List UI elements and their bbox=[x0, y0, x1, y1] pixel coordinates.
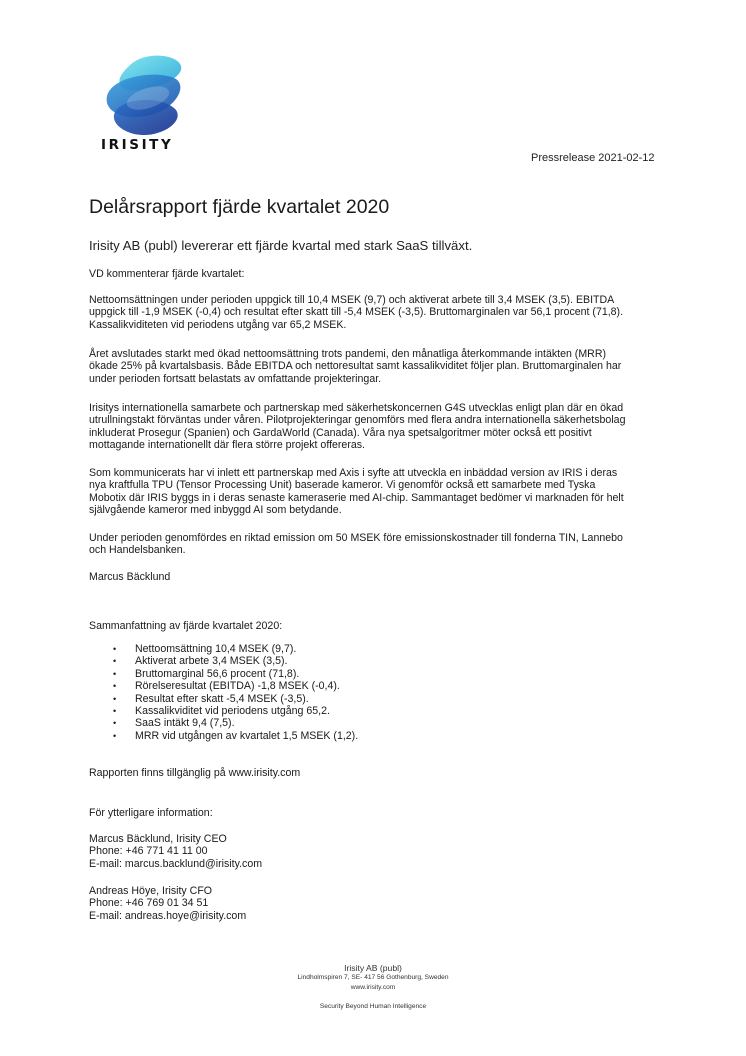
press-release-date: Pressrelease 2021-02-12 bbox=[531, 152, 655, 164]
more-info-heading: För ytterligare information: bbox=[89, 807, 213, 819]
page-subtitle: Irisity AB (publ) levererar ett fjärde kvartal med stark SaaS tillväxt. bbox=[89, 238, 473, 253]
contact-phone: Phone: +46 771 41 11 00 bbox=[89, 845, 208, 858]
contact-phone: Phone: +46 769 01 34 51 bbox=[89, 897, 209, 910]
footer-website: www.irisity.com bbox=[350, 984, 396, 991]
summary-list bbox=[113, 643, 358, 742]
contact-name: Marcus Bäcklund, Irisity CEO bbox=[89, 833, 227, 845]
paragraph-2: Året avslutades starkt med ökad nettoomsättning trots pandemi, den månatliga återkommande intäkten (MRR) ökade 25% på kvartalsbasis. Både EBITDA och nettoresultat samt kassalikviditet följer plan. Bruttomarginalen har under perioden fortsatt belastats av omfattande projekteringar. bbox=[89, 348, 622, 385]
paragraph-4: Som kommunicerats har vi inlett ett partnerskap med Axis i syfte att utveckla en inbäddad version av IRIS i deras nya kraftfulla TPU (Tensor Processing Unit) baserade kameror. Vi genomför också ett samarbete med Tyska Mobotix där IRIS byggs in i deras senaste kameraserie med AI-chip. Sammantaget bedömer vi marknaden för helt självgående kameror med inbyggd AI som betydande. bbox=[89, 467, 624, 517]
paragraph-1: Nettoomsättningen under perioden uppgick till 10,4 MSEK (9,7) och aktiverat arbete till 3,4 MSEK (3,5). EBITDA uppgick till -1,9 MSEK (-0,4) och resultat efter skatt till -5,4 MSEK (-3,5). Bruttomarginalen var 56,1 procent (71,8). Kassalikviditeten vid periodens utgång var 65,2 MSEK. bbox=[89, 294, 624, 331]
list-item: • Aktiverat arbete 3,4 MSEK (3,5). bbox=[113, 655, 358, 667]
footer-address: Lindholmspiren 7, SE- 417 56 Gothenburg, Sweden bbox=[297, 974, 449, 981]
list-item: • MRR vid utgången av kvartalet 1,5 MSEK (1,2). bbox=[113, 730, 358, 742]
intro-text: VD kommenterar fjärde kvartalet: bbox=[89, 268, 245, 280]
list-item: • Kassalikviditet vid periodens utgång 65,2. bbox=[113, 705, 358, 717]
paragraph-5: Under perioden genomfördes en riktad emission om 50 MSEK före emissionskostnader till fonderna TIN, Lannebo och Handelsbanken. bbox=[89, 532, 623, 557]
list-item: • Nettoomsättning 10,4 MSEK (9,7). bbox=[113, 643, 358, 655]
page-title: Delårsrapport fjärde kvartalet 2020 bbox=[89, 196, 390, 218]
report-link-text: Rapporten finns tillgänglig på www.irisity.com bbox=[89, 767, 301, 779]
paragraph-3: Irisitys internationella samarbete och partnerskap med säkerhetskoncernen G4S utvecklas enligt plan där en ökad utrullningstakt förväntas under våren. Pilotprojekteringar genomförs med flera andra internationella säkerhetsbolag inkluderat Prosegur (Spanien) och GardaWorld (Canada). Våra nya spetsalgoritmer möter också ett positivt mottagande internationellt där flera större projekt offereras. bbox=[89, 402, 626, 452]
contact-email: E-mail: andreas.hoye@irisity.com bbox=[89, 909, 247, 922]
footer-tagline: Security Beyond Human Intelligence bbox=[319, 1003, 427, 1010]
list-item: • SaaS intäkt 9,4 (7,5). bbox=[113, 717, 358, 729]
summary-heading: Sammanfattning av fjärde kvartalet 2020: bbox=[89, 620, 283, 632]
list-item: • Rörelseresultat (EBITDA) -1,8 MSEK (-0,4). bbox=[113, 680, 358, 692]
contact-cfo bbox=[89, 885, 669, 922]
logo-wordmark: IRISITY bbox=[101, 137, 174, 153]
contact-ceo bbox=[89, 833, 669, 870]
contact-email: E-mail: marcus.backlund@irisity.com bbox=[89, 857, 263, 870]
list-item: • Resultat efter skatt -5,4 MSEK (-3,5). bbox=[113, 693, 358, 705]
list-item: • Bruttomarginal 56,6 procent (71,8). bbox=[113, 668, 358, 680]
contact-name: Andreas Höye, Irisity CFO bbox=[89, 885, 213, 897]
footer-company: Irisity AB (publ) bbox=[344, 963, 402, 973]
signature: Marcus Bäcklund bbox=[89, 571, 171, 583]
